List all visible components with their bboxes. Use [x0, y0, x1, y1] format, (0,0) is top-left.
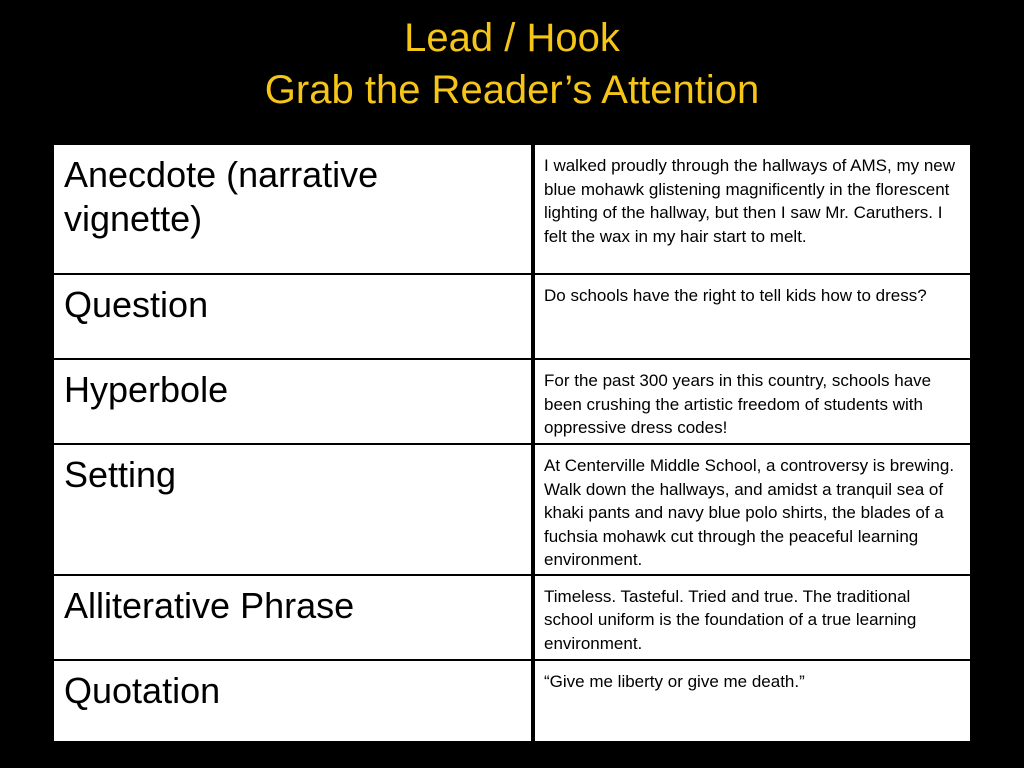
lead-type-cell: Anecdote (narrative vignette): [53, 144, 533, 274]
lead-hook-table: [52, 143, 972, 743]
lead-example-cell: Timeless. Tasteful. Tried and true. The traditional school uniform is the foundation of a true learning environment.: [533, 575, 971, 660]
table-row: [53, 660, 971, 742]
lead-example-cell: I walked proudly through the hallways of AMS, my new blue mohawk glistening magnificently in the florescent lighting of the hallway, but then I saw Mr. Caruthers. I felt the wax in my hair start to melt.: [533, 144, 971, 274]
lead-type-cell: Hyperbole: [53, 359, 533, 444]
slide-title: [0, 12, 1024, 116]
lead-type-cell: Setting: [53, 444, 533, 575]
slide-title-line-2: Grab the Reader’s Attention: [264, 68, 760, 112]
lead-example-cell: For the past 300 years in this country, schools have been crushing the artistic freedom of students with oppressive dress codes!: [533, 359, 971, 444]
lead-type-cell: Quotation: [53, 660, 533, 742]
lead-type-cell: Alliterative Phrase: [53, 575, 533, 660]
lead-example-cell: Do schools have the right to tell kids how to dress?: [533, 274, 971, 359]
table-row: [53, 575, 971, 660]
slide-title-line-1: Lead / Hook: [404, 16, 620, 60]
lead-example-cell: “Give me liberty or give me death.”: [533, 660, 971, 742]
table-row: [53, 444, 971, 575]
lead-example-cell: At Centerville Middle School, a controversy is brewing. Walk down the hallways, and amidst a tranquil sea of khaki pants and navy blue polo shirts, the blades of a fuchsia mohawk cut through the peaceful learning environment.: [533, 444, 971, 575]
table-row: [53, 359, 971, 444]
table-row: [53, 274, 971, 359]
lead-type-cell: Question: [53, 274, 533, 359]
table-row: [53, 144, 971, 274]
